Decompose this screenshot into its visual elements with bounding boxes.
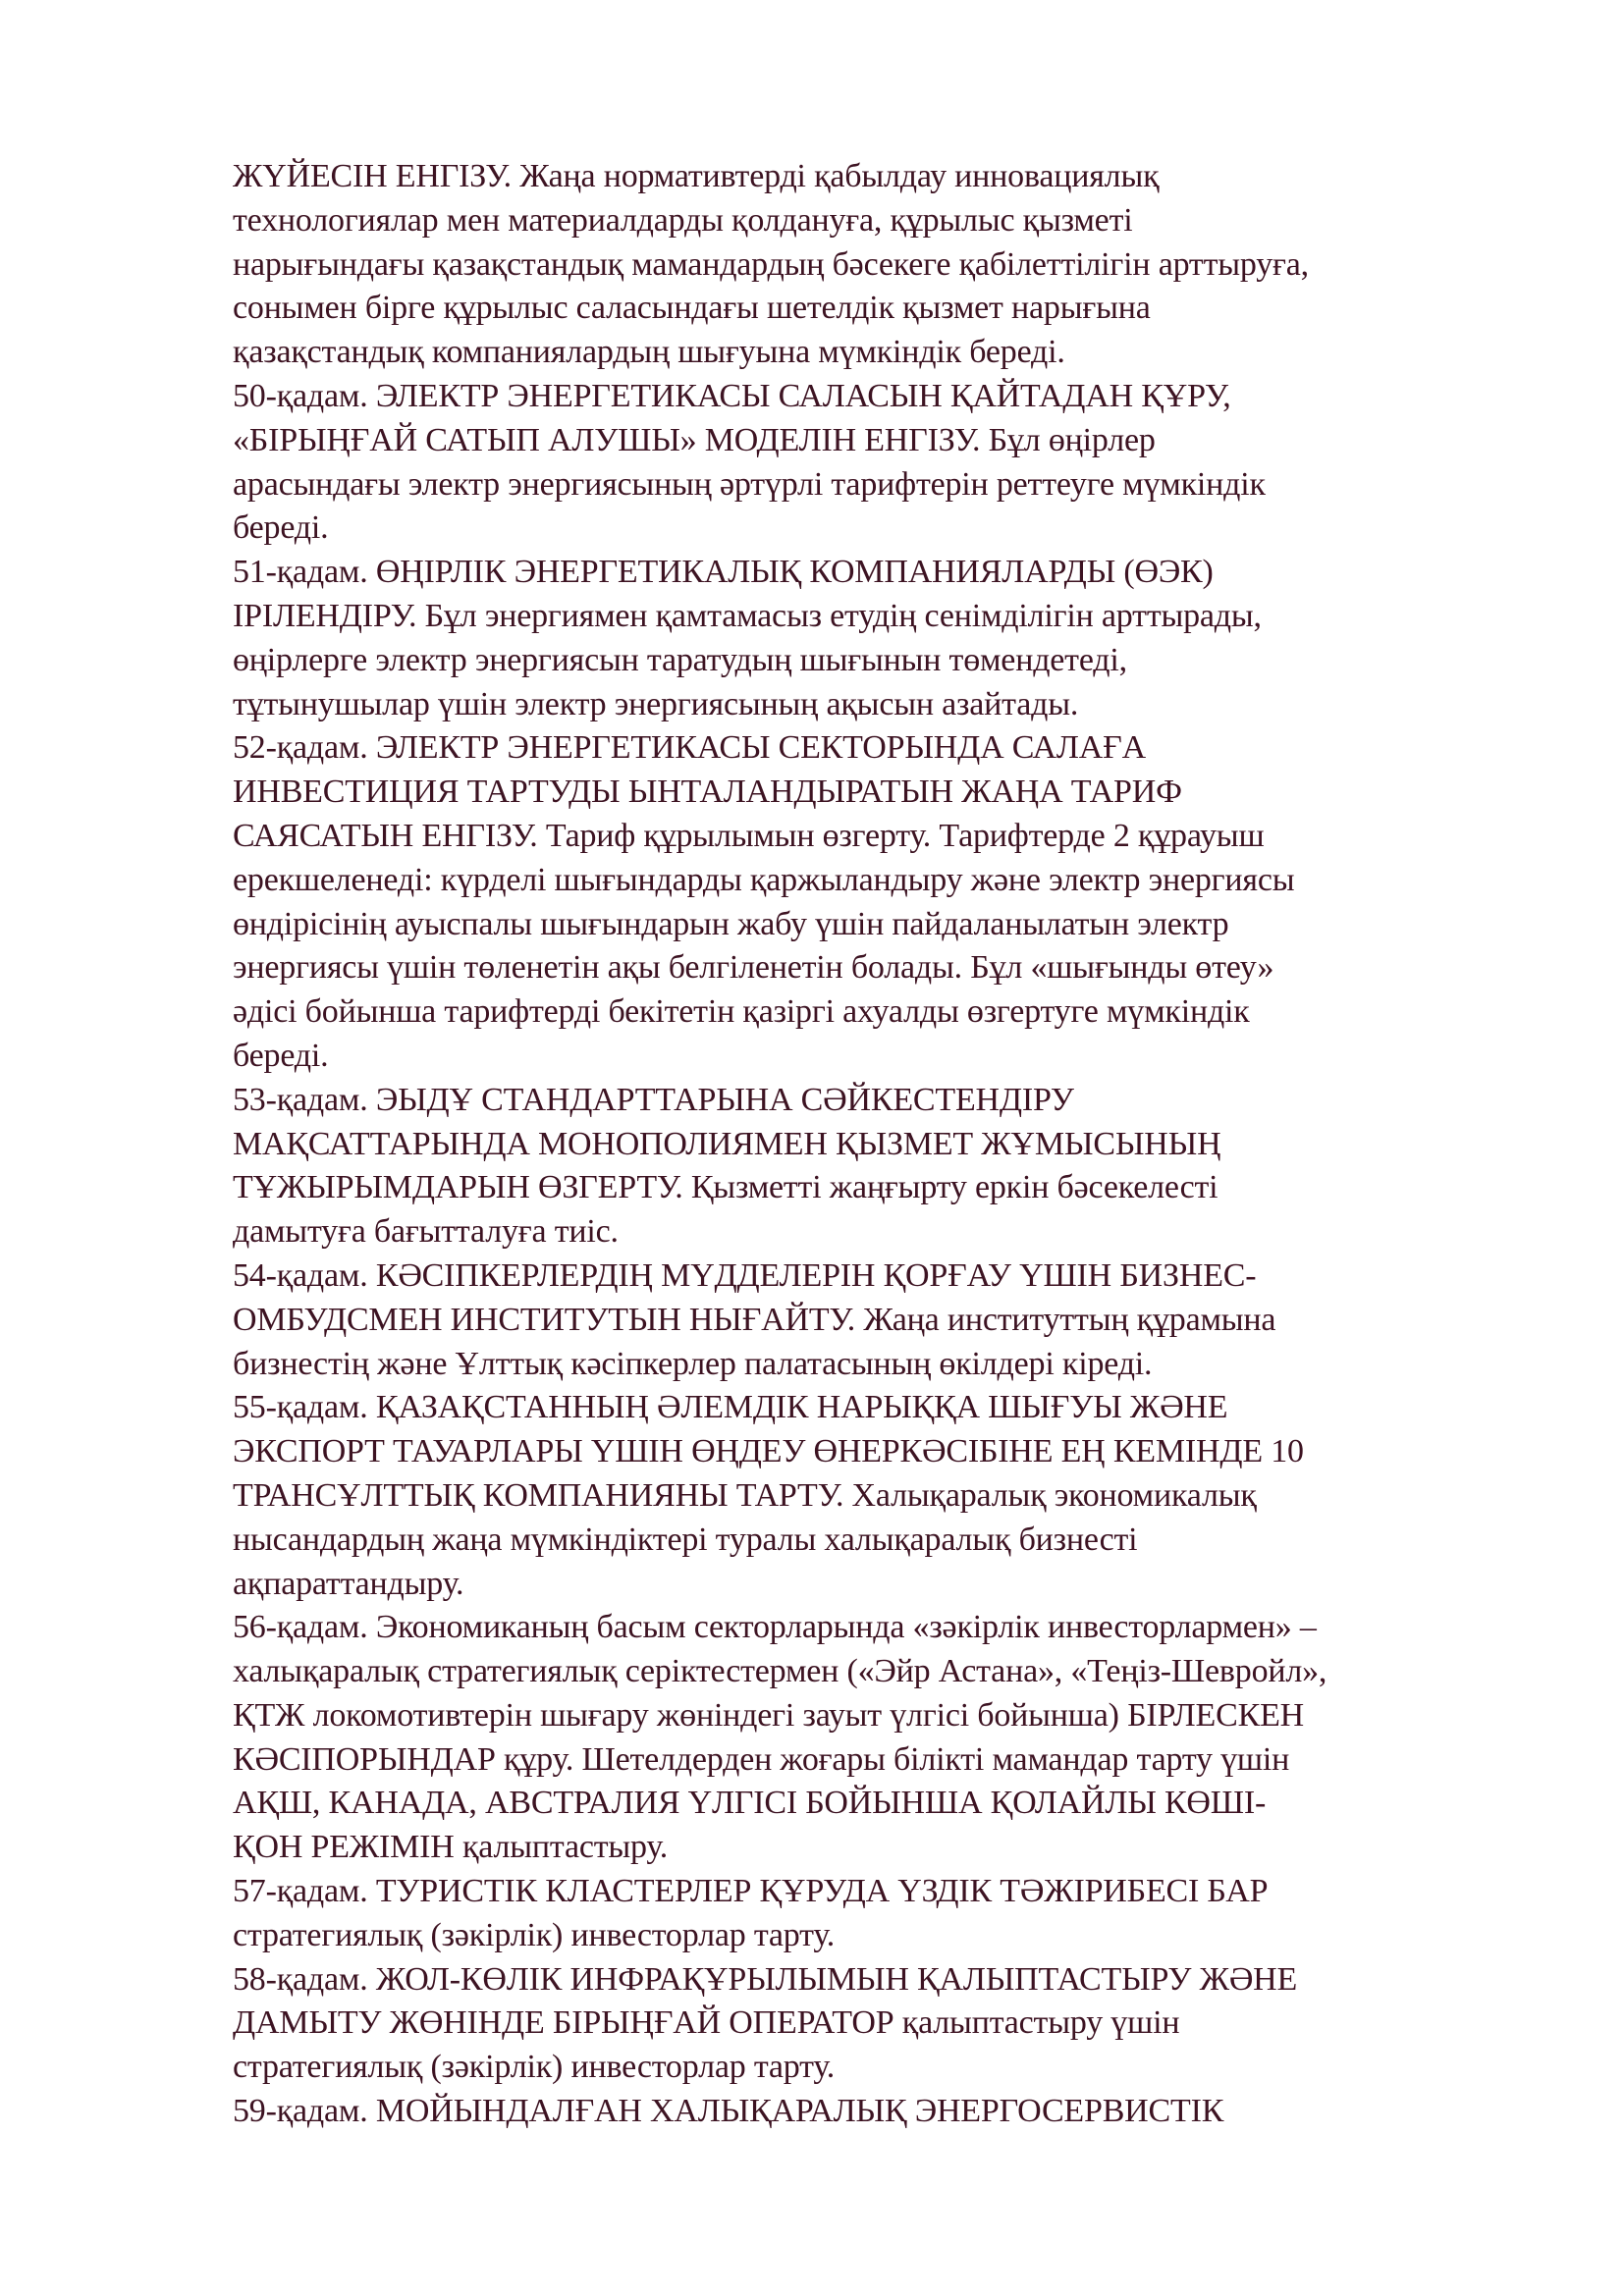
text-line-step-54: 54-қадам. КӘСІПКЕРЛЕРДІҢ МҮДДЕЛЕРІН ҚОРҒАУ ҮШІН БИЗНЕС-: [233, 1256, 1257, 1294]
text-line: стратегиялық (зәкірлік) инвесторлар тарту.: [233, 1916, 836, 1953]
text-line: ІРІЛЕНДІРУ. Бұл энергиямен қамтамасыз етудің сенімділігін арттырады,: [233, 597, 1262, 634]
text-line: стратегиялық (зәкірлік) инвесторлар тарту.: [233, 2049, 836, 2086]
text-line-step-58: 58-қадам. ЖОЛ-КӨЛІК ИНФРАҚҰРЫЛЫМЫН ҚАЛЫПТАСТЫРУ ЖӘНЕ: [233, 1960, 1298, 1998]
text-line: ДАМЫТУ ЖӨНІНДЕ БІРЫҢҒАЙ ОПЕРАТОР қалыптастыру үшін: [233, 2004, 1180, 2042]
text-line-step-53: 53-қадам. ЭЫДҰ СТАНДАРТТАРЫНА СӘЙКЕСТЕНДІРУ: [233, 1081, 1074, 1118]
text-line-step-57: 57-қадам. ТУРИСТІК КЛАСТЕРЛЕР ҚҰРУДА ҮЗДІК ТӘЖІРИБЕСІ БАР: [233, 1873, 1269, 1910]
text-line: береді.: [233, 509, 329, 547]
text-line: МАҚСАТТАРЫНДА МОНОПОЛИЯМЕН ҚЫЗМЕТ ЖҰМЫСЫНЫҢ: [233, 1125, 1221, 1162]
text-line: нарығындағы қазақстандық мамандардың бәсекеге қабілеттілігін арттыруға,: [233, 245, 1309, 283]
text-line: САЯСАТЫН ЕНГІЗУ. Тариф құрылымын өзгерту. Тарифтерде 2 құрауыш: [233, 817, 1265, 854]
text-line: арасындағы электр энергиясының әртүрлі тарифтерін реттеуге мүмкіндік: [233, 465, 1266, 503]
text-line: әдісі бойынша тарифтерді бекітетін қазіргі ахуалды өзгертуге мүмкіндік: [233, 993, 1250, 1031]
text-line: ТРАНСҰЛТТЫҚ КОМПАНИЯНЫ ТАРТУ. Халықаралық экономикалық: [233, 1476, 1257, 1514]
text-line: технологиялар мен материалдарды қолдануға, құрылыс қызметі: [233, 201, 1133, 239]
text-line: өңірлерге электр энергиясын таратудың шығынын төмендетеді,: [233, 641, 1127, 678]
text-line-step-50: 50-қадам. ЭЛЕКТР ЭНЕРГЕТИКАСЫ САЛАСЫН ҚАЙТАДАН ҚҰРУ,: [233, 377, 1231, 414]
text-line-step-52: 52-қадам. ЭЛЕКТР ЭНЕРГЕТИКАСЫ СЕКТОРЫНДА САЛАҒА: [233, 729, 1146, 767]
text-line: ИНВЕСТИЦИЯ ТАРТУДЫ ЫНТАЛАНДЫРАТЫН ЖАҢА ТАРИФ: [233, 774, 1182, 811]
text-line: дамытуға бағытталуға тиіс.: [233, 1213, 619, 1251]
text-line: «БІРЫҢҒАЙ САТЫП АЛУШЫ» МОДЕЛІН ЕНГІЗУ. Бұл өңірлер: [233, 421, 1156, 458]
text-line: ҚТЖ локомотивтерін шығару жөніндегі зауыт үлгісі бойынша) БІРЛЕСКЕН: [233, 1696, 1304, 1734]
text-line: тұтынушылар үшін электр энергиясының ақысын азайтады.: [233, 685, 1079, 722]
text-line: нысандардың жаңа мүмкіндіктері туралы халықаралық бизнесті: [233, 1521, 1138, 1558]
text-line: береді.: [233, 1037, 329, 1074]
text-line: сонымен бірге құрылыс саласындағы шетелдік қызмет нарығына: [233, 290, 1151, 327]
text-line: КӘСІПОРЫНДАР құру. Шетелдерден жоғары білікті мамандар тарту үшін: [233, 1740, 1290, 1778]
text-line: ҚОН РЕЖІМІН қалыптастыру.: [233, 1829, 669, 1866]
text-line: ОМБУДСМЕН ИНСТИТУТЫН НЫҒАЙТУ. Жаңа институттың құрамына: [233, 1301, 1276, 1338]
text-line: өндірісінің ауыспалы шығындарын жабу үшін пайдаланылатын электр: [233, 905, 1229, 942]
text-line-step-56: 56-қадам. Экономиканың басым секторларында «зәкірлік инвесторлармен» –: [233, 1609, 1317, 1646]
text-line: энергиясы үшін төленетін ақы белгіленетін болады. Бұл «шығынды өтеу»: [233, 949, 1274, 987]
text-line: ЭКСПОРТ ТАУАРЛАРЫ ҮШІН ӨҢДЕУ ӨНЕРКӘСІБІНЕ ЕҢ КЕМІНДЕ 10: [233, 1433, 1304, 1470]
text-line: халықаралық стратегиялық серіктестермен («Эйр Астана», «Теңіз-Шевройл»,: [233, 1653, 1327, 1690]
text-line-step-59: 59-қадам. МОЙЫНДАЛҒАН ХАЛЫҚАРАЛЫҚ ЭНЕРГОСЕРВИСТІК: [233, 2093, 1224, 2130]
text-line: АҚШ, КАНАДА, АВСТРАЛИЯ ҮЛГІСІ БОЙЫНША ҚОЛАЙЛЫ КӨШІ-: [233, 1785, 1267, 1822]
text-line-step-55: 55-қадам. ҚАЗАҚСТАННЫҢ ӘЛЕМДІК НАРЫҚҚА ШЫҒУЫ ЖӘНЕ: [233, 1389, 1228, 1426]
text-line: ақпараттандыру.: [233, 1565, 464, 1602]
text-line: ЖҮЙЕСІН ЕНГІЗУ. Жаңа нормативтерді қабылдау инновациялық: [233, 158, 1160, 194]
text-line: ерекшеленеді: күрделі шығындарды қаржыландыру және электр энергиясы: [233, 861, 1295, 898]
text-line-step-51: 51-қадам. ӨҢІРЛІК ЭНЕРГЕТИКАЛЫҚ КОМПАНИЯЛАРДЫ (ӨЭК): [233, 554, 1214, 591]
text-line: қазақстандық компаниялардың шығуына мүмкіндік береді.: [233, 334, 1065, 371]
document-text-block: [233, 155, 1539, 2134]
text-line: ТҰЖЫРЫМДАРЫН ӨЗГЕРТУ. Қызметті жаңғырту еркін бәсекелесті: [233, 1169, 1218, 1206]
text-line: бизнестің және Ұлттық кәсіпкерлер палатасының өкілдері кіреді.: [233, 1345, 1153, 1382]
